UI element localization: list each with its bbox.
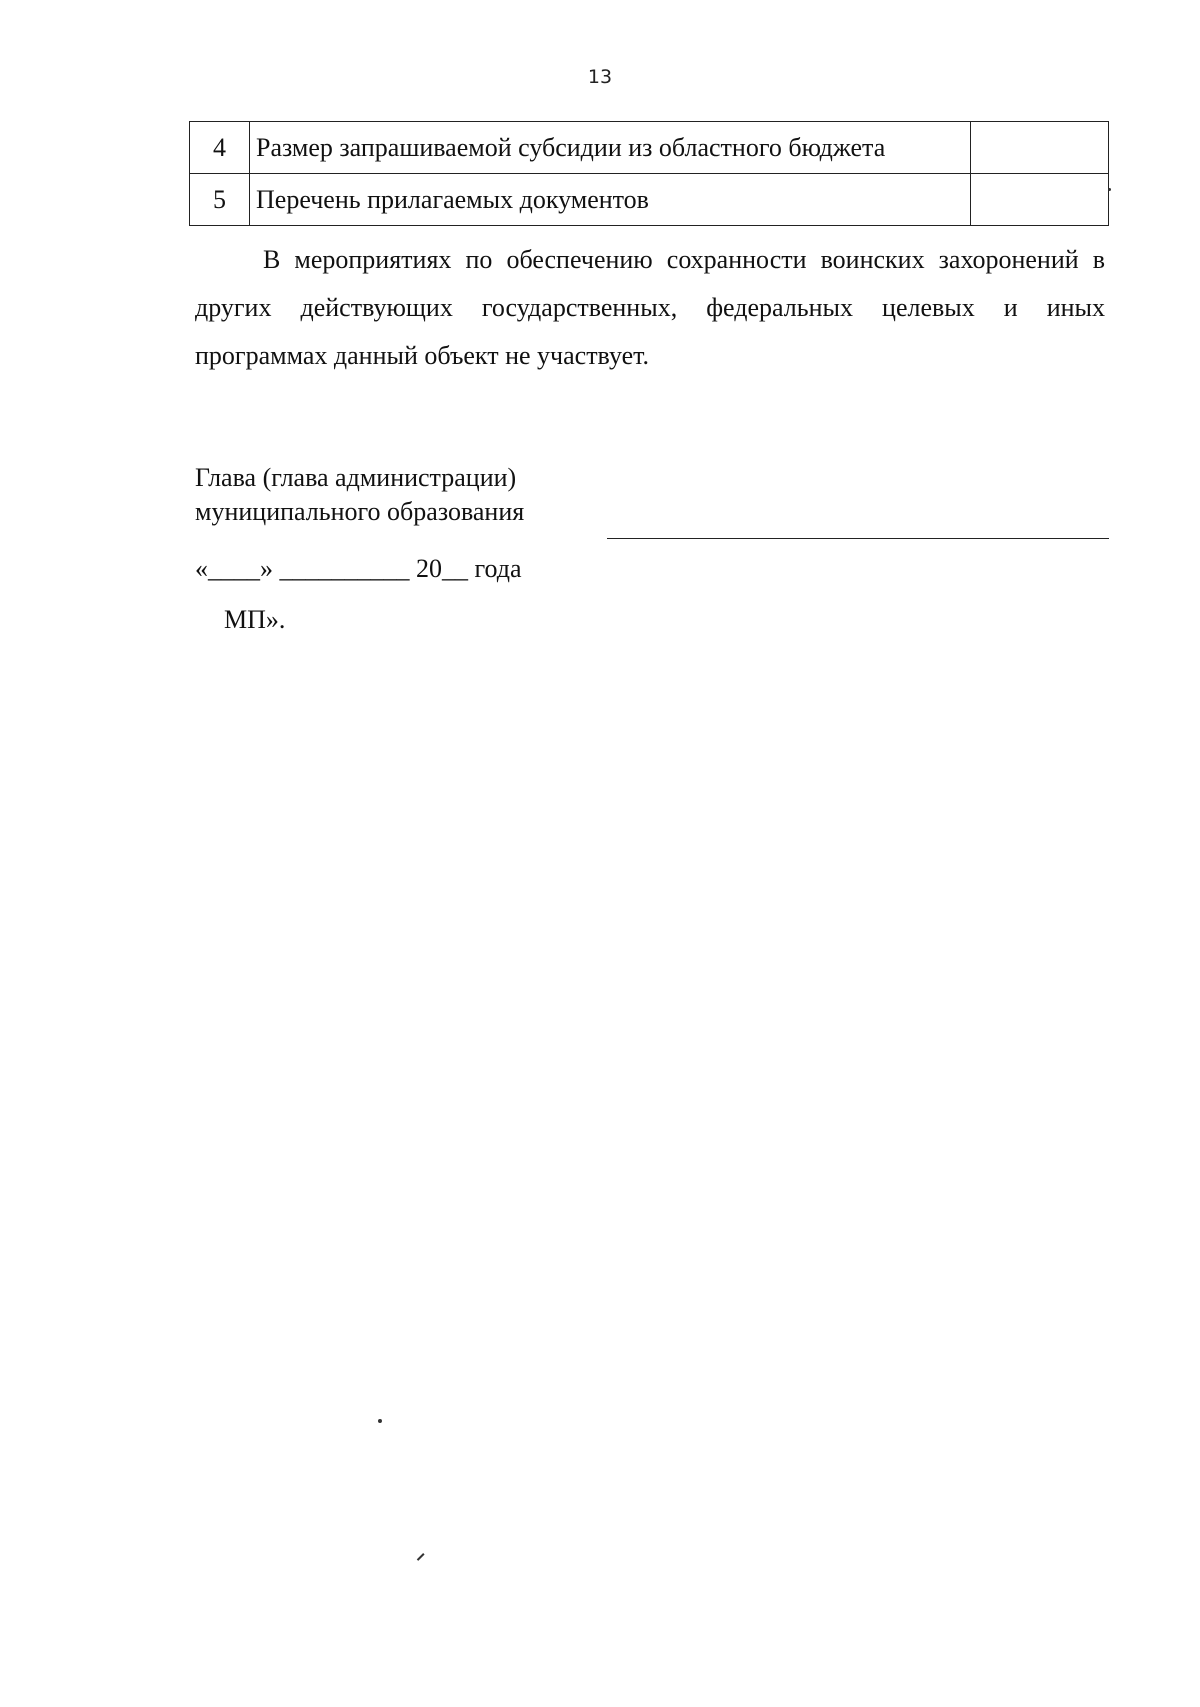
stamp-place: МП». xyxy=(224,605,286,634)
row-label: Размер запрашиваемой субсидии из областного бюджета xyxy=(250,122,971,174)
table-row xyxy=(190,122,1109,174)
signer-title: Глава (глава администрации) xyxy=(195,463,517,492)
table-row xyxy=(190,174,1109,226)
signature-line xyxy=(607,538,1109,539)
row-number: 4 xyxy=(190,122,250,174)
form-table xyxy=(189,121,1109,226)
scan-speck xyxy=(378,1419,382,1423)
row-value-cell xyxy=(971,174,1109,226)
row-label: Перечень прилагаемых документов xyxy=(250,174,971,226)
scan-speck xyxy=(417,1553,424,1560)
page-number: 13 xyxy=(587,66,613,88)
body-paragraph: В мероприятиях по обеспечению сохранности воинских захоронений в других действующих государственных, федеральных целевых и иных программах данный объект не участвует. xyxy=(195,245,1105,370)
row-number: 5 xyxy=(190,174,250,226)
row-value-cell xyxy=(971,122,1109,174)
date-line: «____» __________ 20__ года xyxy=(195,554,522,583)
signer-organization: муниципального образования xyxy=(195,497,525,526)
scan-speck xyxy=(1108,188,1111,191)
